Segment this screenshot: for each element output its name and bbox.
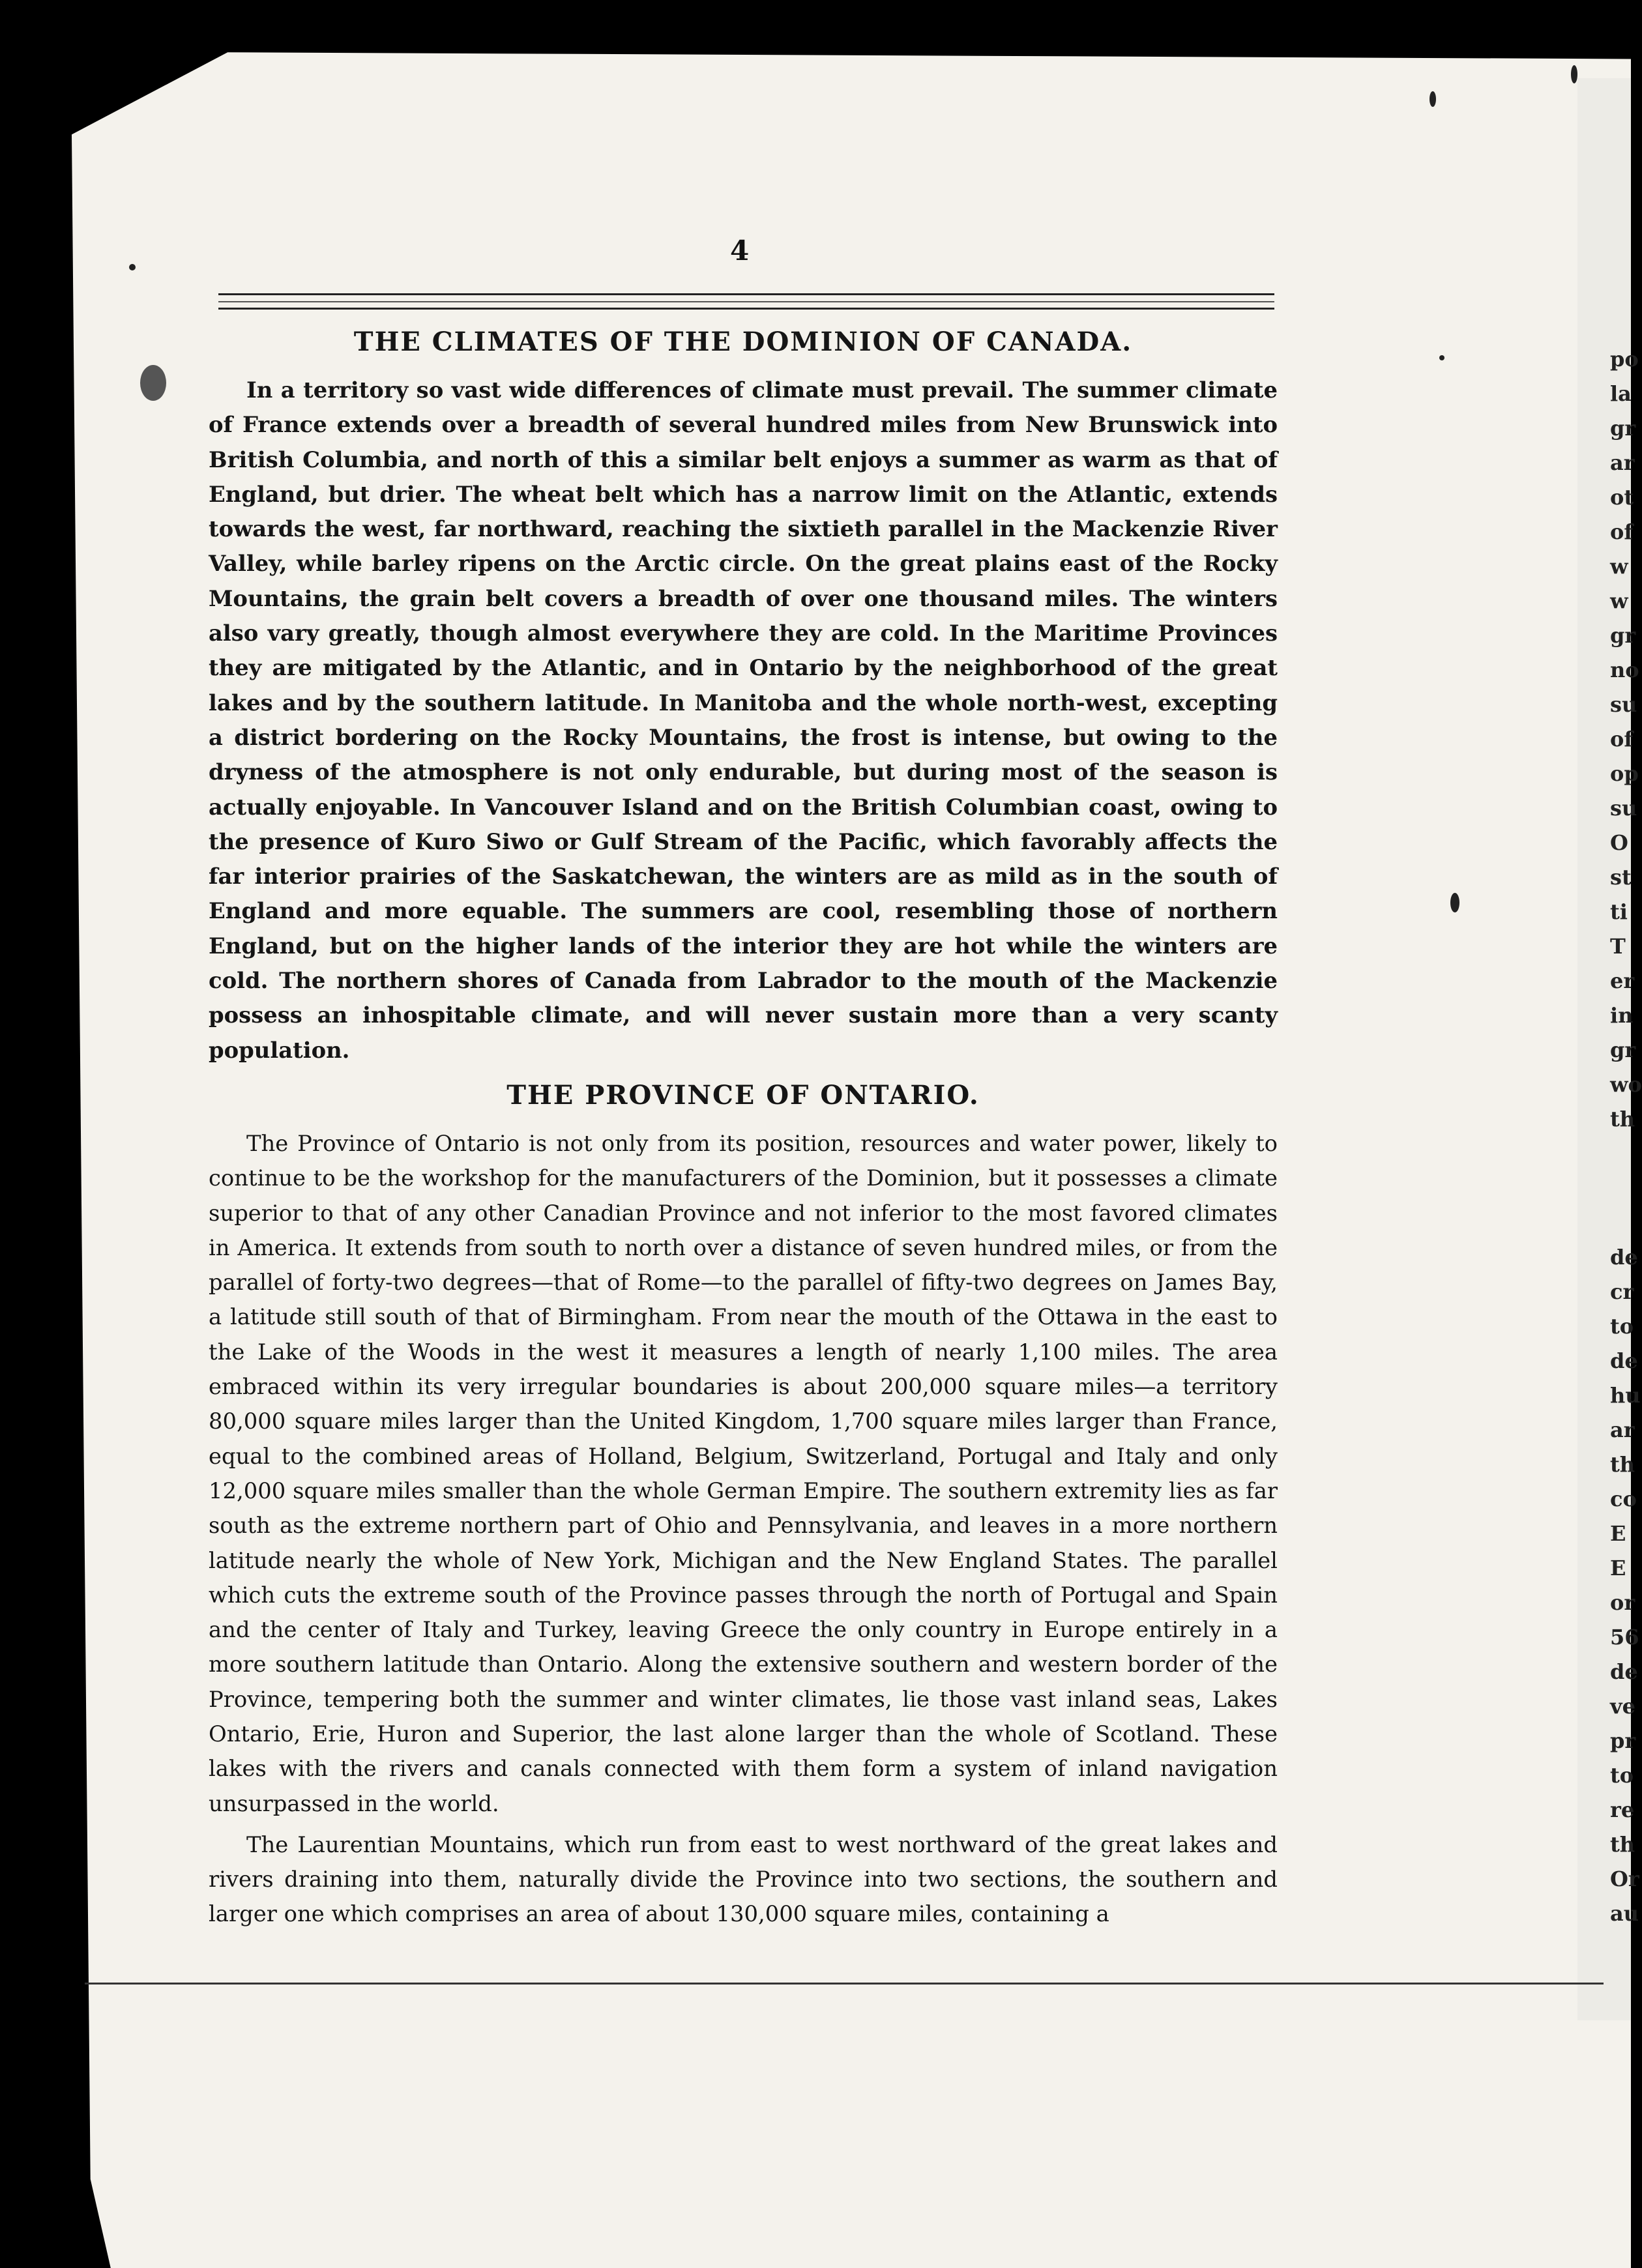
adjacent-page-fragment: ot	[1610, 485, 1634, 510]
adjacent-page-fragment: th	[1610, 1107, 1635, 1131]
scan-speck	[1450, 893, 1459, 912]
adjacent-page-fragment: co	[1610, 1487, 1637, 1511]
adjacent-page-fragment: po	[1610, 347, 1639, 371]
adjacent-page-fragment: 56	[1610, 1625, 1639, 1650]
header-rule-thin	[218, 301, 1274, 302]
adjacent-page-fragment	[1610, 1137, 1636, 1171]
adjacent-page-fragment: w	[1610, 554, 1628, 579]
adjacent-page-fragment: de	[1610, 1245, 1638, 1270]
ontario-paragraph: The Province of Ontario is not only from its position, resources and water power, likely to continue to be the workshop for the manufacturers of the Dominion, but it possesses a climate superior to that of any other Canadian Province and not inferior to the most favored climates in America. It extends from south to north over a distance of seven hundred miles, or from the parallel of forty-two degrees—that of Rome—to the parallel of fifty-two degrees on James Bay, a latitude still south of that of Birmingham. From near the mouth of the Ottawa in the east to the Lake of the Woods in the west it measures a length of nearly 1,100 miles. The area embraced within its very irregular boundaries is about 200,000 square miles—a territory 80,000 square miles larger than the United Kingdom, 1,700 square miles larger than France, equal to the combined areas of Holland, Belgium, Switzerland, Portugal and Italy and only 12,000 square miles smaller than the whole German Empire. The southern extremity lies as far south as the extreme northern part of Ohio and Pennsylvania, and leaves in a more northern latitude nearly the whole of New York, Michigan and the New England States. The parallel which cuts the extreme south of the Province passes through the north of Portugal and Spain and the center of Italy and Turkey, leaving Greece the only country in Europe entirely in a more southern latitude than Ontario. Along the extensive southern and western border of the Province, tempering both the summer and winter climates, lie those vast inland seas, Lakes Ontario, Erie, Huron and Superior, the last alone larger than the whole of Scotland. These lakes with the rivers and canals connected with them form a system of inland navigation unsurpassed in the world.	[209, 1130, 1278, 1816]
scan-speck	[1439, 355, 1444, 360]
ontario-heading: THE PROVINCE OF ONTARIO.	[506, 1079, 980, 1111]
adjacent-page-fragment: E	[1610, 1521, 1626, 1546]
adjacent-page-fragment: hu	[1610, 1383, 1641, 1408]
ontario-paragraph: The Laurentian Mountains, which run from east to west northward of the great lakes and rivers draining into them, naturally divide the Province into two sections, the southern and larger one which comprises an area of about 130,000 square miles, containing a	[209, 1831, 1278, 1927]
adjacent-page-fragment: re	[1610, 1797, 1635, 1822]
adjacent-page-fragment: de	[1610, 1659, 1638, 1684]
adjacent-page-fragment: pr	[1610, 1728, 1636, 1753]
adjacent-page-fragment: ve	[1610, 1694, 1635, 1719]
adjacent-page-fragment: to	[1610, 1314, 1634, 1339]
adjacent-page-fragment: cr	[1610, 1279, 1634, 1304]
adjacent-page-fragment	[1610, 1206, 1636, 1240]
adjacent-page-fragment: th	[1610, 1452, 1635, 1477]
climates-paragraph: In a territory so vast wide differences of climate must prevail. The summer climate of France extends over a breadth of several hundred miles from New Brunswick into British Columbia, and north of this a similar belt enjoys a summer as warm as that of England, but drier. The wheat belt which has a narrow limit on the Atlantic, extends towards the west, far northward, reaching the sixtieth parallel in the Mackenzie River Valley, while barley ripens on the Arctic circle. On the great plains east of the Rocky Mountains, the grain belt covers a breadth of over one thousand miles. The winters also vary greatly, though almost everywhere they are cold. In the Maritime Provinces they are mitigated by the Atlantic, and in Ontario by the neighborhood of the great lakes and by the southern latitude. In Manitoba and the whole north-west, excepting a district bordering on the Rocky Mountains, the frost is intense, but owing to the dryness of the atmosphere is not only endurable, but during most of the season is actually enjoyable. In Vancouver Island and on the British Columbian coast, owing to the presence of Kuro Siwo or Gulf Stream of the Pacific, which favorably affects the far interior prairies of the Saskatchewan, the winters are as mild as in the south of England and more equable. The summers are cool, resembling those of northern England, but on the higher lands of the interior they are hot while the winters are cold. The northern shores of Canada from Labrador to the mouth of the Mackenzie possess an inhospitable climate, and will never sustain more than a very scanty population.	[209, 377, 1278, 1063]
adjacent-page-fragment: gr	[1610, 416, 1636, 441]
adjacent-page-fragment: of	[1610, 519, 1634, 544]
scan-blot	[140, 365, 166, 401]
scan-speck	[1571, 65, 1577, 83]
adjacent-page-fragment: ar	[1610, 1418, 1635, 1442]
footer-rule	[85, 1983, 1604, 1984]
adjacent-page-fragment: ti	[1610, 899, 1628, 924]
header-rule	[218, 293, 1274, 295]
article-body	[209, 326, 1278, 1938]
adjacent-page-fragment: or	[1610, 1590, 1635, 1615]
adjacent-page-fragment: of	[1610, 727, 1634, 751]
adjacent-page-text	[1610, 342, 1642, 1931]
scan-speck	[1429, 91, 1436, 107]
adjacent-page-fragment: gr	[1610, 623, 1636, 648]
adjacent-page-fragment: ar	[1610, 450, 1635, 475]
adjacent-page-fragment: Or	[1610, 1867, 1639, 1891]
adjacent-page-fragment: la	[1610, 381, 1632, 406]
adjacent-page-fragment: no	[1610, 658, 1639, 682]
adjacent-page-fragment: su	[1610, 796, 1637, 821]
adjacent-page-fragment: th	[1610, 1832, 1635, 1857]
adjacent-page-fragment: au	[1610, 1901, 1639, 1926]
header-rule-lower	[218, 308, 1274, 310]
adjacent-page-fragment	[1610, 1171, 1636, 1206]
adjacent-page-fragment: to	[1610, 1763, 1634, 1788]
adjacent-page-fragment: er	[1610, 968, 1635, 993]
adjacent-page-fragment: w	[1610, 589, 1628, 613]
adjacent-page-fragment: de	[1610, 1348, 1638, 1373]
adjacent-page-fragment: op	[1610, 761, 1639, 786]
adjacent-page-fragment: gr	[1610, 1038, 1636, 1062]
scan-speck	[129, 264, 136, 270]
adjacent-page-fragment: in	[1610, 1003, 1634, 1028]
adjacent-page-fragment: E	[1610, 1556, 1626, 1580]
adjacent-page-fragment: st	[1610, 865, 1632, 890]
adjacent-page-fragment: wo	[1610, 1072, 1642, 1097]
adjacent-page-fragment: T	[1610, 934, 1626, 959]
climates-heading: THE CLIMATES OF THE DOMINION OF CANADA.	[353, 327, 1133, 357]
page-number: 4	[730, 235, 750, 267]
adjacent-page-fragment: su	[1610, 692, 1637, 717]
adjacent-page-fragment: O	[1610, 830, 1628, 855]
